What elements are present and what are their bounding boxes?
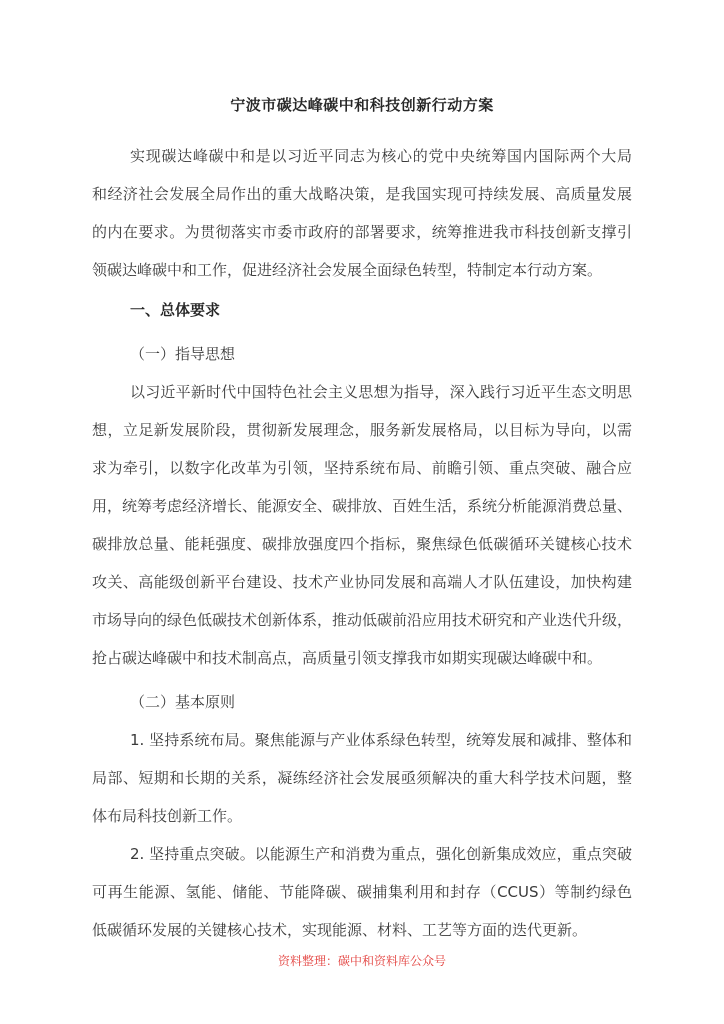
document-body	[92, 137, 632, 949]
paragraph-line: 用，统筹考虑经济增长、能源安全、碳排放、百姓生活，系统分析能源消费总量、	[92, 497, 633, 515]
paragraph	[92, 721, 632, 835]
paragraph-line: 1. 坚持系统布局。聚焦能源与产业体系绿色转型，统筹发展和减排、整体和	[130, 731, 632, 749]
paragraph-line: 市场导向的绿色低碳技术创新体系，推动低碳前沿应用技术研究和产业迭代升级，	[92, 611, 633, 629]
paragraph-line: 的内在要求。为贯彻落实市委市政府的部署要求，统筹推进我市科技创新支撑引	[92, 223, 632, 241]
document-title: 宁波市碳达峰碳中和科技创新行动方案	[230, 96, 494, 114]
paragraph-line: 体布局科技创新工作。	[92, 807, 243, 825]
paragraph-line: 实现碳达峰碳中和是以习近平同志为核心的党中央统筹国内国际两个大局	[130, 147, 632, 165]
paragraph-line: 求为牵引，以数字化改革为引领，坚持系统布局、前瞻引领、重点突破、融合应	[92, 459, 632, 477]
paragraph	[92, 373, 632, 677]
paragraph-line: 领碳达峰碳中和工作，促进经济社会发展全面绿色转型，特制定本行动方案。	[92, 261, 603, 279]
footer-note: 资料整理：碳中和资料库公众号	[277, 954, 446, 968]
paragraph-line: 抢占碳达峰碳中和技术制高点，高质量引领支撑我市如期实现碳达峰碳中和。	[92, 649, 603, 667]
paragraph	[92, 835, 632, 949]
paragraph-line: 以习近平新时代中国特色社会主义思想为指导，深入践行习近平生态文明思	[130, 383, 632, 401]
paragraph-line: 碳排放总量、能耗强度、碳排放强度四个指标，聚焦绿色低碳循环关键核心技术	[92, 535, 632, 553]
paragraph-line: 低碳循环发展的关键核心技术，实现能源、材料、工艺等方面的迭代更新。	[92, 921, 588, 939]
paragraph-line: 想，立足新发展阶段，贯彻新发展理念，服务新发展格局，以目标为导向，以需	[92, 421, 632, 439]
paragraph-line: 攻关、高能级创新平台建设、技术产业协同发展和高端人才队伍建设，加快构建	[92, 573, 632, 591]
paragraph-line: 可再生能源、氢能、储能、节能降碳、碳捕集利用和封存（CCUS）等制约绿色	[92, 883, 632, 901]
subsection-heading: （一）指导思想	[130, 345, 236, 363]
paragraph-line: 局部、短期和长期的关系，凝练经济社会发展亟须解决的重大科学技术问题，整	[92, 769, 632, 787]
paragraph-line: 和经济社会发展全局作出的重大战略决策，是我国实现可持续发展、高质量发展	[92, 185, 632, 203]
paragraph	[92, 137, 632, 289]
subsection-heading: （二）基本原则	[130, 693, 236, 711]
paragraph-line: 2. 坚持重点突破。以能源生产和消费为重点，强化创新集成效应，重点突破	[130, 845, 632, 863]
section-heading: 一、总体要求	[130, 301, 221, 319]
